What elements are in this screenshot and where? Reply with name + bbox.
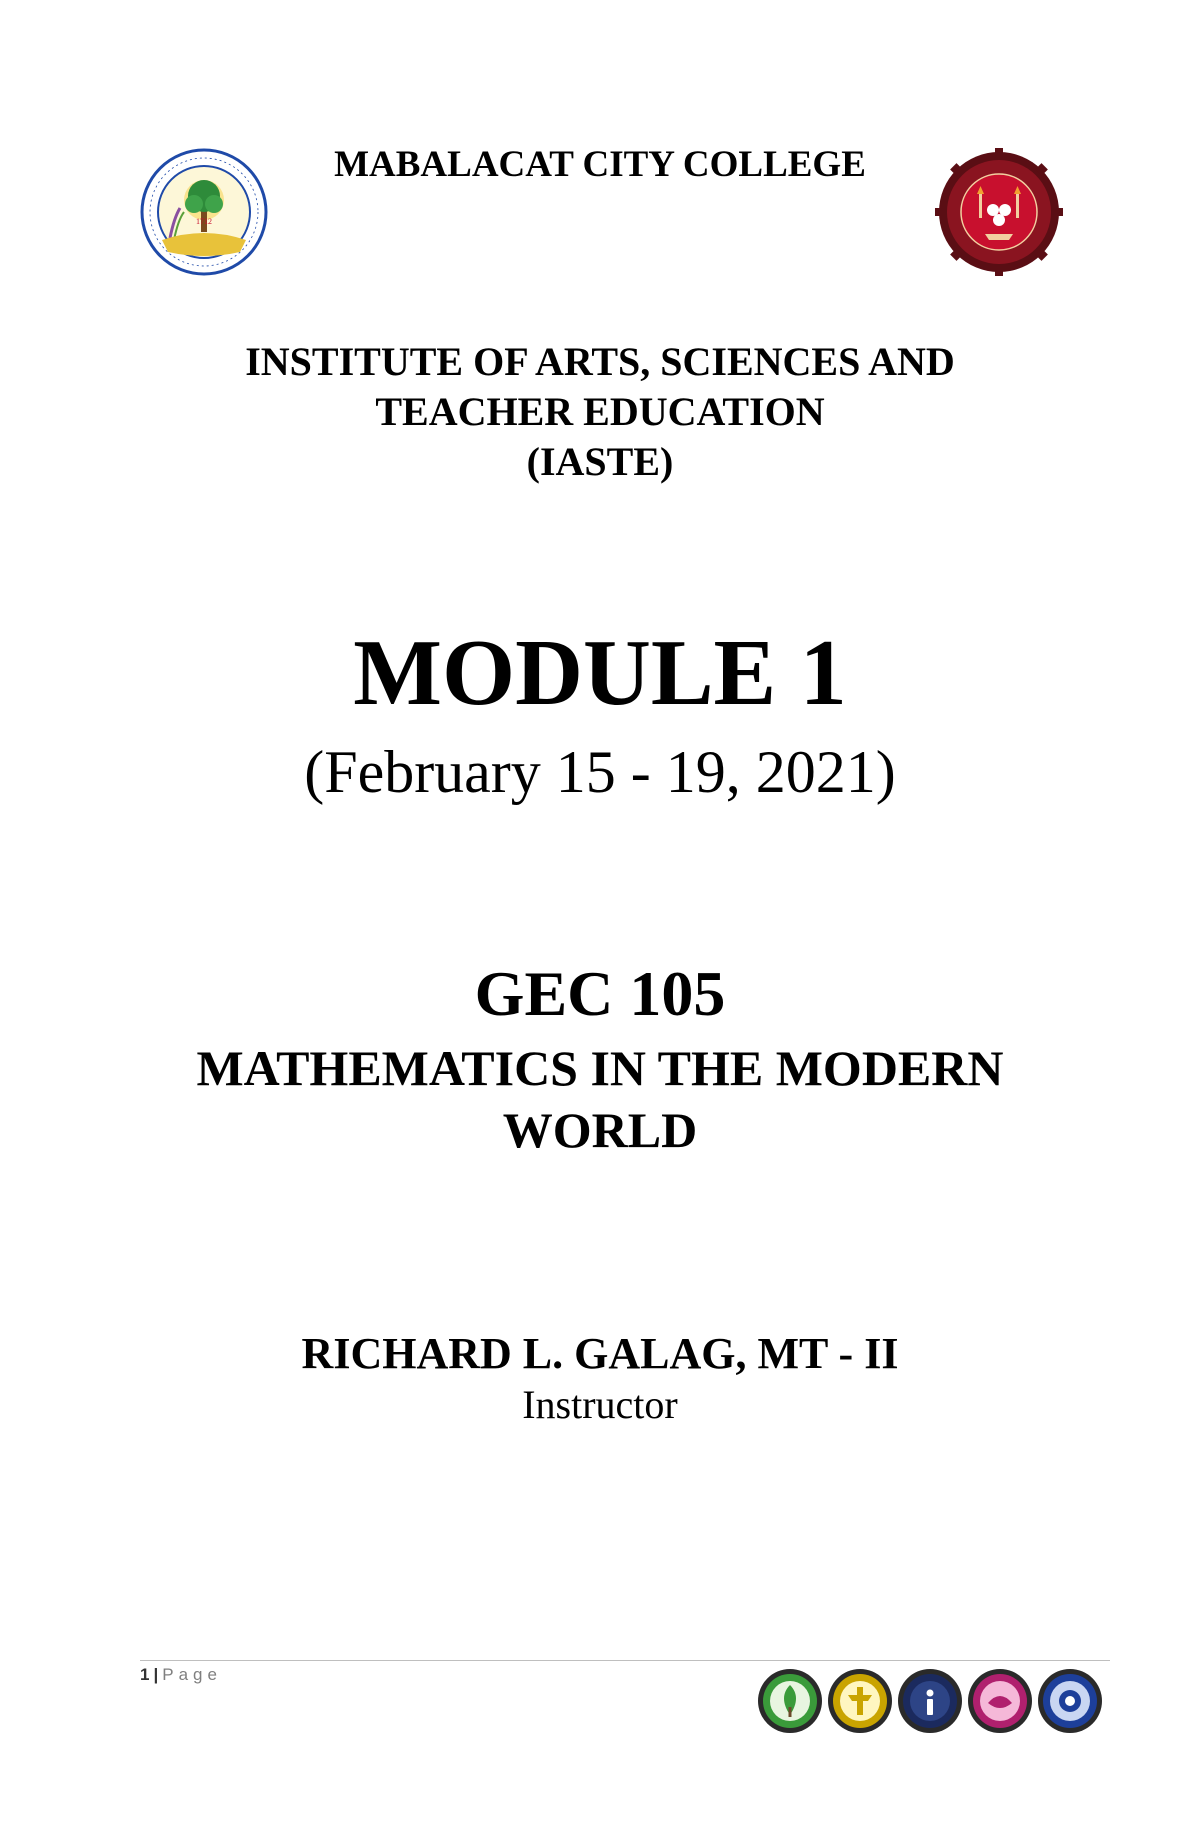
college-seal-icon xyxy=(933,146,1065,278)
blue-department-seal-icon xyxy=(1036,1667,1104,1735)
module-title: MODULE 1 xyxy=(353,621,847,725)
module-date: (February 15 - 19, 2021) xyxy=(304,739,896,805)
institute-line-3: (IASTE) xyxy=(526,439,674,484)
page-number-label xyxy=(140,1665,222,1685)
institute-line-2: TEACHER EDUCATION xyxy=(375,389,825,434)
page-separator: | xyxy=(153,1665,159,1684)
city-seal-icon xyxy=(140,148,268,276)
green-department-seal-icon xyxy=(756,1667,824,1735)
institute-name xyxy=(0,337,1200,487)
page-number: 1 xyxy=(140,1665,150,1684)
college-name: MABALACAT CITY COLLEGE xyxy=(334,144,866,185)
pink-department-seal-icon xyxy=(966,1667,1034,1735)
svg-text:1712: 1712 xyxy=(196,217,212,226)
course-title xyxy=(0,1037,1200,1161)
course-title-line-2: WORLD xyxy=(502,1102,698,1158)
navy-info-seal-icon xyxy=(896,1667,964,1735)
instructor-role: Instructor xyxy=(522,1382,678,1427)
course-title-line-1: MATHEMATICS IN THE MODERN xyxy=(196,1040,1004,1096)
course-code: GEC 105 xyxy=(474,958,726,1029)
instructor-name: RICHARD L. GALAG, MT - II xyxy=(301,1329,899,1378)
institute-line-1: INSTITUTE OF ARTS, SCIENCES AND xyxy=(245,339,955,384)
footer-divider xyxy=(140,1660,1110,1661)
gold-department-seal-icon xyxy=(826,1667,894,1735)
page-word: Page xyxy=(162,1665,222,1684)
